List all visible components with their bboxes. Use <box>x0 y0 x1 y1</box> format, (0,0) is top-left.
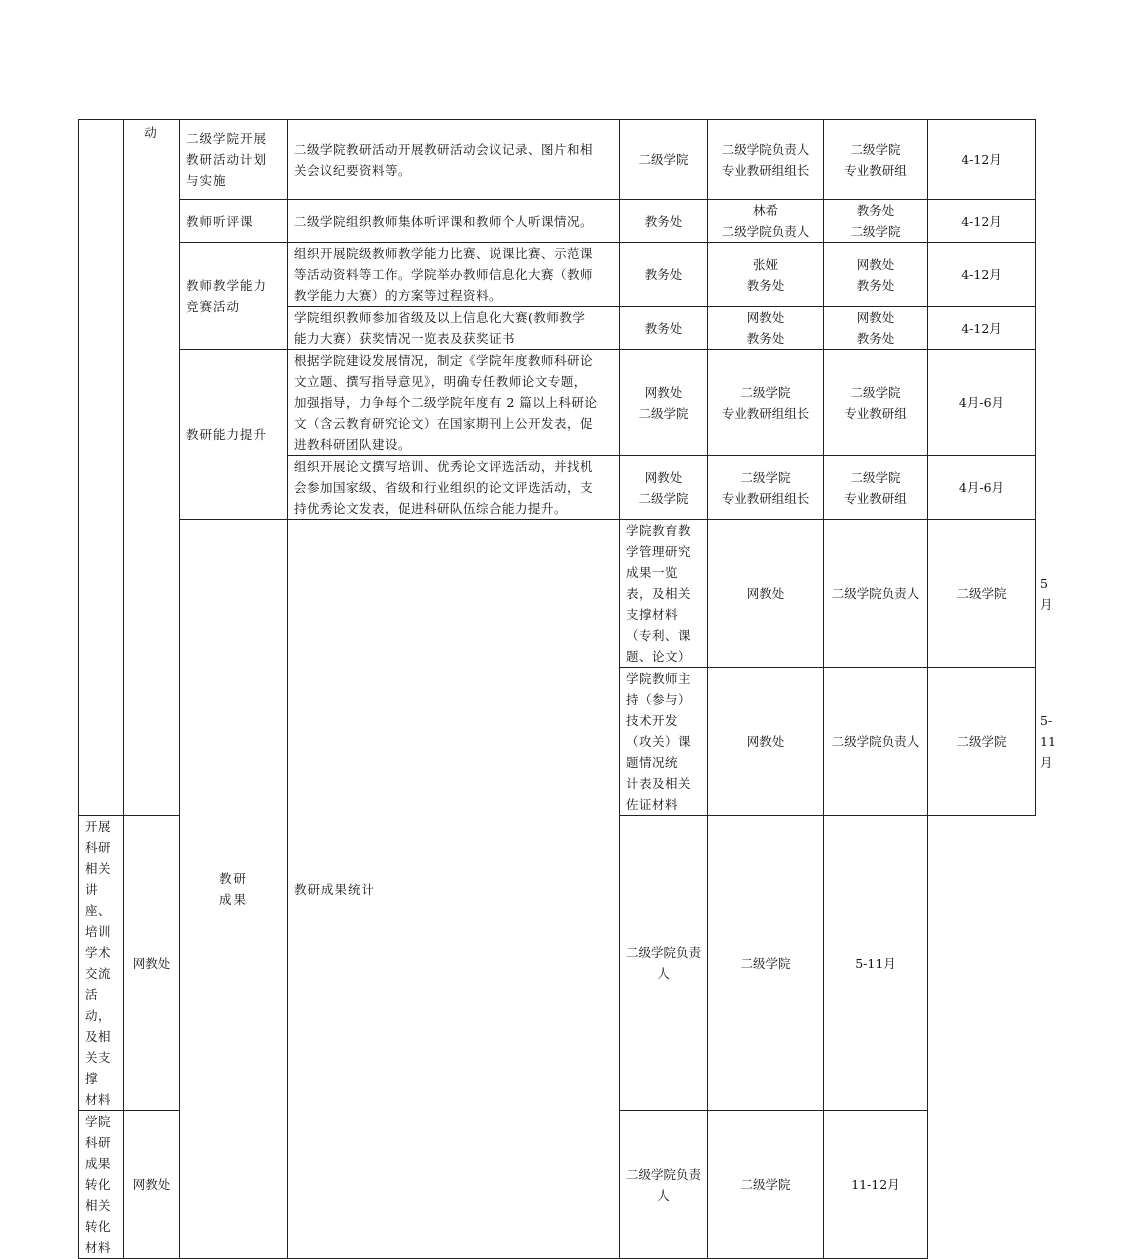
content-line: 根据学院建设发展情况，制定《学院年度教师科研论 <box>294 353 594 368</box>
executor-line: 二级学院 <box>850 469 901 485</box>
category-label: 动 <box>144 125 159 140</box>
lead-line: 教务处 <box>644 320 683 336</box>
content-line: 等活动资料等工作。学院举办教师信息化大赛（教师 <box>294 267 594 282</box>
content-cell <box>620 520 708 668</box>
content-line: 进教科研团队建设。 <box>294 437 412 452</box>
table-row <box>79 350 1036 456</box>
executor-line: 教务处 <box>856 331 895 346</box>
responsible-line: 林希 <box>752 203 778 218</box>
lead-line: 二级学院 <box>638 152 689 167</box>
lead-line: 网教处 <box>644 384 683 400</box>
content-line: 持优秀论文发表，促进科研队伍综合能力提升。 <box>294 501 568 516</box>
lead-cell <box>620 243 708 307</box>
lead-cell: 网教处 <box>124 816 180 1111</box>
item-line: 教研能力提升 <box>186 427 268 442</box>
responsible-line: 网教处 <box>746 310 785 325</box>
table-row <box>79 200 1036 243</box>
item-cell <box>180 120 288 200</box>
content-line: 文（含云教育研究论文）在国家期刊上公开发表，促 <box>294 416 594 431</box>
time-cell: 4-12月 <box>928 200 1036 243</box>
content-line: 教学能力大赛）的方案等过程资料。 <box>294 288 503 303</box>
lead-cell <box>620 120 708 200</box>
lead-line: 二级学院 <box>638 490 689 506</box>
content-line: 加强指导，力争每个二级学院年度有 2 篇以上科研论 <box>294 395 598 410</box>
time-cell: 11-12月 <box>824 1111 928 1259</box>
content-line: 材料 <box>85 1092 112 1107</box>
executor-cell <box>824 350 928 456</box>
item-line: 竞赛活动 <box>186 299 241 314</box>
lead-line: 教务处 <box>644 267 683 282</box>
table-row: 学院教师主持（参与）技术开发（攻关）课题情况统 计表及相关佐证材料 网教处 二级学院负责人 二级学院 5-11月 <box>79 668 1036 816</box>
content-cell <box>620 668 708 816</box>
table-row <box>79 120 1036 200</box>
executor-line: 专业教研组 <box>844 162 907 178</box>
content-cell <box>288 243 620 307</box>
content-line: 能力大赛）获奖情况一览表及获奖证书 <box>294 331 516 346</box>
responsible-line: 二级学院负责人 <box>721 141 810 157</box>
executor-cell: 二级学院 <box>708 816 824 1111</box>
time-cell: 4-12月 <box>928 120 1036 200</box>
responsible-line: 二级学院负责人 <box>721 224 810 239</box>
content-line: 学院教育教学管理研究成果一览表，及相关支撑材料 <box>626 523 692 622</box>
responsible-line: 教务处 <box>746 277 785 293</box>
item-line: 教师听评课 <box>186 213 254 229</box>
table-row <box>79 243 1036 307</box>
item-line: 教师教学能力 <box>186 278 268 293</box>
responsible-cell <box>708 120 824 200</box>
content-line: 学院科研成果转化相关转化材料 <box>85 1114 112 1255</box>
item-cell <box>180 350 288 520</box>
category-label: 教研 <box>218 871 248 886</box>
executor-cell: 二级学院 <box>928 520 1036 668</box>
item-cell <box>180 200 288 243</box>
lead-cell <box>620 200 708 243</box>
content-line: 会参加国家级、省级和行业组织的论文评选活动，支 <box>294 480 594 495</box>
item-line: 与实施 <box>186 173 227 188</box>
lead-cell: 网教处 <box>708 668 824 816</box>
responsible-line: 张娅 <box>752 256 778 272</box>
executor-line: 网教处 <box>856 310 895 325</box>
content-line: 二级学院教研活动开展教研活动会议记录、图片和相 <box>294 141 594 157</box>
responsible-line: 二级学院 <box>740 384 791 400</box>
executor-cell <box>824 200 928 243</box>
executor-line: 二级学院 <box>850 384 901 400</box>
responsible-line: 专业教研组组长 <box>721 162 810 178</box>
lead-line: 网教处 <box>644 469 683 485</box>
executor-line: 二级学院 <box>850 141 901 157</box>
lead-cell <box>620 307 708 350</box>
lead-cell <box>620 350 708 456</box>
responsible-cell <box>708 350 824 456</box>
lead-cell: 网教处 <box>708 520 824 668</box>
time-cell: 4-12月 <box>928 243 1036 307</box>
content-line: 学院教师主持（参与）技术开发（攻关）课题情况统 <box>626 671 692 770</box>
lead-line: 教务处 <box>644 213 683 229</box>
executor-cell <box>824 307 928 350</box>
blank-cell <box>79 120 124 816</box>
item-line: 教研成果统计 <box>294 881 376 897</box>
executor-line: 专业教研组 <box>844 405 907 421</box>
responsible-cell <box>708 456 824 520</box>
table-row: 教研 成果 教研成果统计 学院教育教学管理研究成果一览表，及相关支撑材料 （专利、课题、论文） 网教处 二级学院负责人 二级学院 5月 <box>79 520 1036 668</box>
category-label: 成果 <box>218 892 248 907</box>
content-line: 关会议纪要资料等。 <box>294 162 412 178</box>
lead-cell: 网教处 <box>124 1111 180 1259</box>
category-cell-cont <box>124 120 180 816</box>
time-cell: 4-12月 <box>928 307 1036 350</box>
executor-line: 二级学院 <box>850 224 901 239</box>
content-cell <box>79 1111 124 1259</box>
content-cell <box>288 307 620 350</box>
category-cell-research <box>180 520 288 1259</box>
content-line: 学院组织教师参加省级及以上信息化大赛(教师教学 <box>294 310 586 325</box>
executor-cell <box>824 456 928 520</box>
content-line: 计表及相关佐证材料 <box>626 776 692 812</box>
executor-cell: 二级学院 <box>708 1111 824 1259</box>
content-line: 组织开展论文撰写培训、优秀论文评选活动，并找机 <box>294 459 594 474</box>
responsible-line: 专业教研组组长 <box>721 405 810 421</box>
executor-line: 教务处 <box>856 277 895 293</box>
item-line: 二级学院开展 <box>186 131 268 146</box>
executor-line: 网教处 <box>856 256 895 272</box>
time-cell: 5-11月 <box>824 816 928 1111</box>
item-cell <box>288 520 620 1259</box>
executor-cell: 二级学院 <box>928 668 1036 816</box>
lead-line: 二级学院 <box>638 405 689 421</box>
responsible-cell <box>708 200 824 243</box>
responsible-cell <box>708 243 824 307</box>
plan-table-body <box>79 120 1056 1259</box>
responsible-line: 专业教研组组长 <box>721 490 810 506</box>
executor-cell <box>824 243 928 307</box>
executor-line: 教务处 <box>856 203 895 218</box>
content-cell <box>288 350 620 456</box>
time-cell: 4月-6月 <box>928 456 1036 520</box>
responsible-cell: 二级学院负责人 <box>824 520 928 668</box>
content-line: （专利、课题、论文） <box>626 628 692 664</box>
responsible-cell: 二级学院负责人 <box>824 668 928 816</box>
responsible-line: 教务处 <box>746 331 785 346</box>
content-line: 开展科研相关讲座、培训学术交流活动，及相关支撑 <box>85 819 112 1086</box>
item-line: 教研活动计划 <box>186 152 268 167</box>
content-cell <box>288 120 620 200</box>
content-cell <box>288 456 620 520</box>
content-cell <box>79 816 124 1111</box>
responsible-line: 二级学院 <box>740 469 791 485</box>
plan-table <box>78 119 1056 1259</box>
executor-cell <box>824 120 928 200</box>
responsible-cell: 二级学院负责人 <box>620 1111 708 1259</box>
executor-line: 专业教研组 <box>844 490 907 506</box>
content-line: 二级学院组织教师集体听评课和教师个人听课情况。 <box>294 213 594 229</box>
lead-cell <box>620 456 708 520</box>
responsible-cell <box>708 307 824 350</box>
content-line: 组织开展院级教师教学能力比赛、说课比赛、示范课 <box>294 246 594 261</box>
responsible-cell: 二级学院负责人 <box>620 816 708 1111</box>
content-line: 文立题、撰写指导意见》，明确专任教师论文专题， <box>294 374 587 389</box>
content-cell <box>288 200 620 243</box>
time-cell: 4月-6月 <box>928 350 1036 456</box>
item-cell <box>180 243 288 350</box>
